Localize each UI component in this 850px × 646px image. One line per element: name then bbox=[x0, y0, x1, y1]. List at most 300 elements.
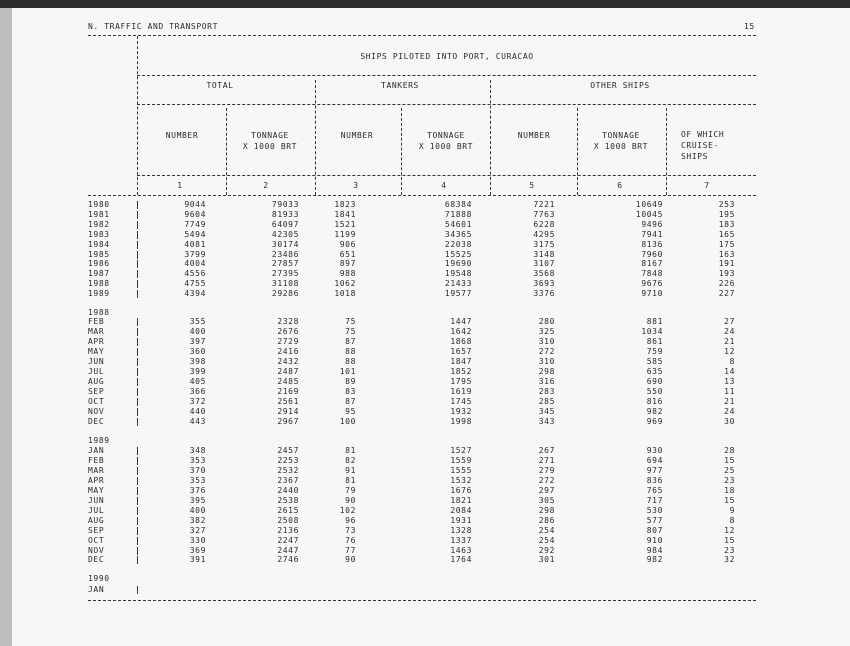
table-cell: 73 bbox=[345, 525, 356, 535]
table-cell: 8 bbox=[729, 515, 735, 525]
table-cell: 399 bbox=[189, 367, 206, 376]
table-cell: 27 bbox=[724, 317, 735, 326]
row-rule bbox=[137, 398, 138, 406]
table-cell: 3376 bbox=[533, 289, 555, 299]
table-cell: 2084 bbox=[450, 505, 472, 515]
row-rule bbox=[137, 368, 138, 376]
column-rule bbox=[577, 108, 578, 195]
table-cell: 2485 bbox=[277, 377, 299, 386]
table-cell: 2416 bbox=[277, 347, 299, 356]
row-label: MAR bbox=[88, 327, 105, 336]
column-number: 2 bbox=[263, 181, 269, 190]
row-rule bbox=[137, 457, 138, 465]
table-cell: 79033 bbox=[271, 200, 299, 209]
divider bbox=[88, 195, 756, 196]
table-cell: 8167 bbox=[641, 259, 663, 269]
table-cell: 7749 bbox=[184, 219, 206, 229]
table-cell: 272 bbox=[538, 475, 555, 485]
table-cell: 988 bbox=[339, 269, 356, 279]
row-label: OCT bbox=[88, 535, 105, 545]
table-cell: 310 bbox=[538, 357, 555, 366]
divider bbox=[137, 175, 756, 176]
table-cell: 440 bbox=[189, 407, 206, 416]
table-cell: 861 bbox=[646, 337, 663, 346]
row-rule bbox=[137, 487, 138, 495]
row-label: 1982 bbox=[88, 219, 110, 229]
table-cell: 23 bbox=[724, 475, 735, 485]
table-cell: 9044 bbox=[184, 200, 206, 209]
table-cell: 195 bbox=[718, 209, 735, 219]
table-cell: 34365 bbox=[444, 229, 472, 239]
row-rule bbox=[137, 290, 138, 298]
table-cell: 23486 bbox=[271, 249, 299, 259]
table-cell: 21433 bbox=[444, 279, 472, 289]
table-cell: 4755 bbox=[184, 279, 206, 289]
table-cell: 2532 bbox=[277, 465, 299, 475]
table-cell: 75 bbox=[345, 327, 356, 336]
row-label: JAN bbox=[88, 446, 105, 455]
table-cell: 298 bbox=[538, 505, 555, 515]
table-cell: 2457 bbox=[277, 446, 299, 455]
table-cell: 372 bbox=[189, 397, 206, 406]
row-label: SEP bbox=[88, 387, 105, 396]
row-rule bbox=[137, 231, 138, 239]
table-cell: 68384 bbox=[444, 200, 472, 209]
table-cell: 1463 bbox=[450, 545, 472, 555]
row-label: SEP bbox=[88, 525, 105, 535]
table-cell: 30174 bbox=[271, 239, 299, 249]
row-label: MAR bbox=[88, 465, 105, 475]
table-cell: 1642 bbox=[450, 327, 472, 336]
table-cell: 1764 bbox=[450, 555, 472, 565]
table-cell: 4556 bbox=[184, 269, 206, 279]
table-cell: 19690 bbox=[444, 259, 472, 269]
row-rule bbox=[137, 517, 138, 525]
table-cell: 2247 bbox=[277, 535, 299, 545]
table-cell: 2447 bbox=[277, 545, 299, 555]
row-label: 1984 bbox=[88, 239, 110, 249]
table-cell: 305 bbox=[538, 495, 555, 505]
table-cell: 550 bbox=[646, 387, 663, 396]
table-cell: 2967 bbox=[277, 417, 299, 426]
table-cell: 651 bbox=[339, 249, 356, 259]
group-other-ships: OTHER SHIPS bbox=[590, 81, 650, 90]
row-rule bbox=[137, 507, 138, 515]
column-number: 3 bbox=[353, 181, 359, 190]
table-cell: 88 bbox=[345, 347, 356, 356]
col-header-cruise: SHIPS bbox=[681, 152, 709, 161]
table-cell: 1676 bbox=[450, 485, 472, 495]
row-label: NOV bbox=[88, 545, 105, 555]
table-cell: 183 bbox=[718, 219, 735, 229]
row-rule bbox=[137, 477, 138, 485]
row-rule bbox=[137, 527, 138, 535]
table-cell: 9 bbox=[729, 505, 735, 515]
row-label: FEB bbox=[88, 317, 105, 326]
table-cell: 29286 bbox=[271, 289, 299, 299]
table-cell: 2561 bbox=[277, 397, 299, 406]
col-header-number: NUMBER bbox=[517, 131, 551, 140]
row-rule bbox=[137, 318, 138, 326]
table-cell: 6228 bbox=[533, 219, 555, 229]
table-cell: 398 bbox=[189, 357, 206, 366]
table-cell: 96 bbox=[345, 515, 356, 525]
row-rule bbox=[137, 388, 138, 396]
table-cell: 30 bbox=[724, 417, 735, 426]
table-cell: 400 bbox=[189, 327, 206, 336]
table-cell: 27395 bbox=[271, 269, 299, 279]
table-cell: 27857 bbox=[271, 259, 299, 269]
table-cell: 191 bbox=[718, 259, 735, 269]
table-cell: 2508 bbox=[277, 515, 299, 525]
table-cell: 81 bbox=[345, 446, 356, 455]
table-cell: 1847 bbox=[450, 357, 472, 366]
table-cell: 1998 bbox=[450, 417, 472, 426]
table-cell: 75 bbox=[345, 317, 356, 326]
table-cell: 765 bbox=[646, 485, 663, 495]
row-rule bbox=[137, 358, 138, 366]
column-number: 7 bbox=[704, 181, 710, 190]
table-cell: 283 bbox=[538, 387, 555, 396]
table-cell: 2253 bbox=[277, 455, 299, 465]
table-cell: 7941 bbox=[641, 229, 663, 239]
col-header-tonnage: TONNAGE bbox=[427, 131, 465, 140]
row-rule bbox=[137, 251, 138, 259]
col-header-tonnage: TONNAGE bbox=[251, 131, 289, 140]
row-rule bbox=[137, 447, 138, 455]
table-cell: 11 bbox=[724, 387, 735, 396]
table-title: SHIPS PILOTED INTO PORT, CURACAO bbox=[360, 52, 534, 61]
table-cell: 400 bbox=[189, 505, 206, 515]
row-rule bbox=[137, 418, 138, 426]
table-cell: 1841 bbox=[334, 209, 356, 219]
col-header-number: NUMBER bbox=[165, 131, 199, 140]
table-cell: 977 bbox=[646, 465, 663, 475]
table-cell: 1559 bbox=[450, 455, 472, 465]
table-cell: 395 bbox=[189, 495, 206, 505]
column-rule bbox=[137, 36, 138, 195]
table-cell: 10649 bbox=[635, 200, 663, 209]
table-cell: 1018 bbox=[334, 289, 356, 299]
table-cell: 87 bbox=[345, 397, 356, 406]
column-rule bbox=[226, 108, 227, 195]
table-cell: 2914 bbox=[277, 407, 299, 416]
table-cell: 4295 bbox=[533, 229, 555, 239]
table-cell: 42305 bbox=[271, 229, 299, 239]
group-tankers: TANKERS bbox=[381, 81, 419, 90]
table-cell: 285 bbox=[538, 397, 555, 406]
table-cell: 95 bbox=[345, 407, 356, 416]
row-label: JUL bbox=[88, 505, 105, 515]
table-cell: 81 bbox=[345, 475, 356, 485]
row-label: 1989 bbox=[88, 289, 110, 299]
table-cell: 897 bbox=[339, 259, 356, 269]
table-cell: 22038 bbox=[444, 239, 472, 249]
row-label: 1986 bbox=[88, 259, 110, 269]
table-cell: 12 bbox=[724, 525, 735, 535]
table-cell: 984 bbox=[646, 545, 663, 555]
table-cell: 175 bbox=[718, 239, 735, 249]
table-cell: 2169 bbox=[277, 387, 299, 396]
col-header-number: NUMBER bbox=[340, 131, 374, 140]
table-cell: 24 bbox=[724, 407, 735, 416]
table-cell: 366 bbox=[189, 387, 206, 396]
table-cell: 2538 bbox=[277, 495, 299, 505]
row-label: 1981 bbox=[88, 209, 110, 219]
table-cell: 5494 bbox=[184, 229, 206, 239]
table-cell: 253 bbox=[718, 200, 735, 209]
row-rule bbox=[137, 556, 138, 564]
table-cell: 370 bbox=[189, 465, 206, 475]
table-cell: 7221 bbox=[533, 200, 555, 209]
table-cell: 9676 bbox=[641, 279, 663, 289]
page-number: 15 bbox=[744, 22, 755, 31]
row-rule bbox=[137, 537, 138, 545]
table-cell: 15 bbox=[724, 535, 735, 545]
table-cell: 87 bbox=[345, 337, 356, 346]
table-cell: 816 bbox=[646, 397, 663, 406]
table-cell: 969 bbox=[646, 417, 663, 426]
table-cell: 759 bbox=[646, 347, 663, 356]
row-label: AUG bbox=[88, 377, 105, 386]
table-cell: 1527 bbox=[450, 446, 472, 455]
table-cell: 1852 bbox=[450, 367, 472, 376]
table-cell: 2328 bbox=[277, 317, 299, 326]
table-cell: 355 bbox=[189, 317, 206, 326]
table-cell: 90 bbox=[345, 495, 356, 505]
table-cell: 25 bbox=[724, 465, 735, 475]
table-cell: 2676 bbox=[277, 327, 299, 336]
table-cell: 32 bbox=[724, 555, 735, 565]
table-cell: 1062 bbox=[334, 279, 356, 289]
table-cell: 1821 bbox=[450, 495, 472, 505]
table-cell: 15525 bbox=[444, 249, 472, 259]
table-cell: 2746 bbox=[277, 555, 299, 565]
table-cell: 54601 bbox=[444, 219, 472, 229]
row-label: JUN bbox=[88, 495, 105, 505]
table-cell: 24 bbox=[724, 327, 735, 336]
table-cell: 1932 bbox=[450, 407, 472, 416]
table-cell: 102 bbox=[339, 505, 356, 515]
column-rule bbox=[315, 80, 316, 195]
table-cell: 443 bbox=[189, 417, 206, 426]
table-cell: 1619 bbox=[450, 387, 472, 396]
table-cell: 91 bbox=[345, 465, 356, 475]
table-cell: 71888 bbox=[444, 209, 472, 219]
table-cell: 101 bbox=[339, 367, 356, 376]
table-cell: 1521 bbox=[334, 219, 356, 229]
table-cell: 226 bbox=[718, 279, 735, 289]
table-cell: 21 bbox=[724, 397, 735, 406]
row-label: APR bbox=[88, 337, 105, 346]
section-header: N. TRAFFIC AND TRANSPORT bbox=[88, 22, 218, 31]
row-label: JUN bbox=[88, 357, 105, 366]
table-cell: 14 bbox=[724, 367, 735, 376]
row-label: 1988 bbox=[88, 279, 110, 289]
table-cell: 325 bbox=[538, 327, 555, 336]
row-rule bbox=[137, 467, 138, 475]
table-cell: 15 bbox=[724, 495, 735, 505]
table-cell: 391 bbox=[189, 555, 206, 565]
table-cell: 1337 bbox=[450, 535, 472, 545]
table-cell: 272 bbox=[538, 347, 555, 356]
table-cell: 310 bbox=[538, 337, 555, 346]
table-cell: 1532 bbox=[450, 475, 472, 485]
table-cell: 9604 bbox=[184, 209, 206, 219]
table-cell: 12 bbox=[724, 347, 735, 356]
table-cell: 31108 bbox=[271, 279, 299, 289]
table-cell: 1823 bbox=[334, 200, 356, 209]
divider bbox=[137, 75, 756, 76]
row-label: NOV bbox=[88, 407, 105, 416]
table-cell: 982 bbox=[646, 407, 663, 416]
col-header-tonnage-unit: X 1000 BRT bbox=[418, 142, 474, 151]
table-cell: 1034 bbox=[641, 327, 663, 336]
table-cell: 82 bbox=[345, 455, 356, 465]
table-cell: 348 bbox=[189, 446, 206, 455]
table-cell: 76 bbox=[345, 535, 356, 545]
row-rule bbox=[137, 328, 138, 336]
year-label: 1988 bbox=[88, 308, 110, 317]
col-header-tonnage: TONNAGE bbox=[602, 131, 640, 140]
table-cell: 353 bbox=[189, 455, 206, 465]
table-cell: 1447 bbox=[450, 317, 472, 326]
row-rule bbox=[137, 221, 138, 229]
table-cell: 21 bbox=[724, 337, 735, 346]
table-cell: 3148 bbox=[533, 249, 555, 259]
table-cell: 267 bbox=[538, 446, 555, 455]
table-cell: 635 bbox=[646, 367, 663, 376]
row-label: DEC bbox=[88, 417, 105, 426]
table-cell: 90 bbox=[345, 555, 356, 565]
col-header-cruise: CRUISE- bbox=[681, 141, 719, 150]
column-rule bbox=[666, 108, 667, 195]
table-cell: 193 bbox=[718, 269, 735, 279]
table-cell: 3693 bbox=[533, 279, 555, 289]
year-label: 1989 bbox=[88, 436, 110, 445]
table-cell: 3799 bbox=[184, 249, 206, 259]
table-cell: 1868 bbox=[450, 337, 472, 346]
row-rule bbox=[137, 241, 138, 249]
table-cell: 910 bbox=[646, 535, 663, 545]
row-label: APR bbox=[88, 475, 105, 485]
row-label: MAY bbox=[88, 485, 105, 495]
table-cell: 2440 bbox=[277, 485, 299, 495]
row-rule bbox=[137, 408, 138, 416]
row-rule bbox=[137, 211, 138, 219]
row-label: MAY bbox=[88, 347, 105, 356]
row-label: DEC bbox=[88, 555, 105, 565]
table-cell: 1931 bbox=[450, 515, 472, 525]
table-cell: 1555 bbox=[450, 465, 472, 475]
table-cell: 79 bbox=[345, 485, 356, 495]
table-cell: 301 bbox=[538, 555, 555, 565]
table-cell: 327 bbox=[189, 525, 206, 535]
table-cell: 83 bbox=[345, 387, 356, 396]
table-cell: 906 bbox=[339, 239, 356, 249]
table-cell: 7960 bbox=[641, 249, 663, 259]
table-cell: 405 bbox=[189, 377, 206, 386]
table-cell: 316 bbox=[538, 377, 555, 386]
table-cell: 100 bbox=[339, 417, 356, 426]
table-cell: 345 bbox=[538, 407, 555, 416]
table-cell: 4081 bbox=[184, 239, 206, 249]
row-rule bbox=[137, 497, 138, 505]
column-rule bbox=[490, 80, 491, 195]
column-number: 1 bbox=[177, 181, 183, 190]
table-cell: 19577 bbox=[444, 289, 472, 299]
column-rule bbox=[401, 108, 402, 195]
table-cell: 227 bbox=[718, 289, 735, 299]
table-cell: 1657 bbox=[450, 347, 472, 356]
table-cell: 9496 bbox=[641, 219, 663, 229]
table-cell: 690 bbox=[646, 377, 663, 386]
row-label: FEB bbox=[88, 455, 105, 465]
table-cell: 18 bbox=[724, 485, 735, 495]
row-rule bbox=[137, 547, 138, 555]
table-cell: 280 bbox=[538, 317, 555, 326]
table-cell: 8 bbox=[729, 357, 735, 366]
table-cell: 81933 bbox=[271, 209, 299, 219]
table-cell: 2367 bbox=[277, 475, 299, 485]
table-cell: 360 bbox=[189, 347, 206, 356]
table-cell: 376 bbox=[189, 485, 206, 495]
table-cell: 64097 bbox=[271, 219, 299, 229]
table-cell: 585 bbox=[646, 357, 663, 366]
table-cell: 15 bbox=[724, 455, 735, 465]
table-cell: 2487 bbox=[277, 367, 299, 376]
table-cell: 3175 bbox=[533, 239, 555, 249]
table-cell: 530 bbox=[646, 505, 663, 515]
table-cell: 1745 bbox=[450, 397, 472, 406]
table-cell: 28 bbox=[724, 446, 735, 455]
table-cell: 13 bbox=[724, 377, 735, 386]
table-cell: 343 bbox=[538, 417, 555, 426]
row-label: JAN bbox=[88, 585, 105, 594]
table-cell: 297 bbox=[538, 485, 555, 495]
divider bbox=[137, 104, 756, 105]
table-cell: 292 bbox=[538, 545, 555, 555]
table-cell: 4394 bbox=[184, 289, 206, 299]
column-number: 4 bbox=[441, 181, 447, 190]
table-cell: 165 bbox=[718, 229, 735, 239]
row-label: JUL bbox=[88, 367, 105, 376]
table-cell: 3107 bbox=[533, 259, 555, 269]
table-cell: 2729 bbox=[277, 337, 299, 346]
divider bbox=[88, 35, 756, 36]
table-cell: 286 bbox=[538, 515, 555, 525]
table-cell: 19548 bbox=[444, 269, 472, 279]
table-cell: 7763 bbox=[533, 209, 555, 219]
table-cell: 1199 bbox=[334, 229, 356, 239]
table-cell: 77 bbox=[345, 545, 356, 555]
table-cell: 930 bbox=[646, 446, 663, 455]
table-cell: 279 bbox=[538, 465, 555, 475]
column-number: 5 bbox=[529, 181, 535, 190]
table-cell: 4004 bbox=[184, 259, 206, 269]
col-header-tonnage-unit: X 1000 BRT bbox=[242, 142, 298, 151]
table-cell: 353 bbox=[189, 475, 206, 485]
divider bbox=[88, 600, 756, 601]
table-cell: 881 bbox=[646, 317, 663, 326]
col-header-cruise: OF WHICH bbox=[681, 130, 725, 139]
table-cell: 88 bbox=[345, 357, 356, 366]
table-cell: 836 bbox=[646, 475, 663, 485]
scan-binding-edge bbox=[0, 8, 12, 646]
row-rule bbox=[137, 201, 138, 209]
table-cell: 1328 bbox=[450, 525, 472, 535]
table-cell: 254 bbox=[538, 525, 555, 535]
